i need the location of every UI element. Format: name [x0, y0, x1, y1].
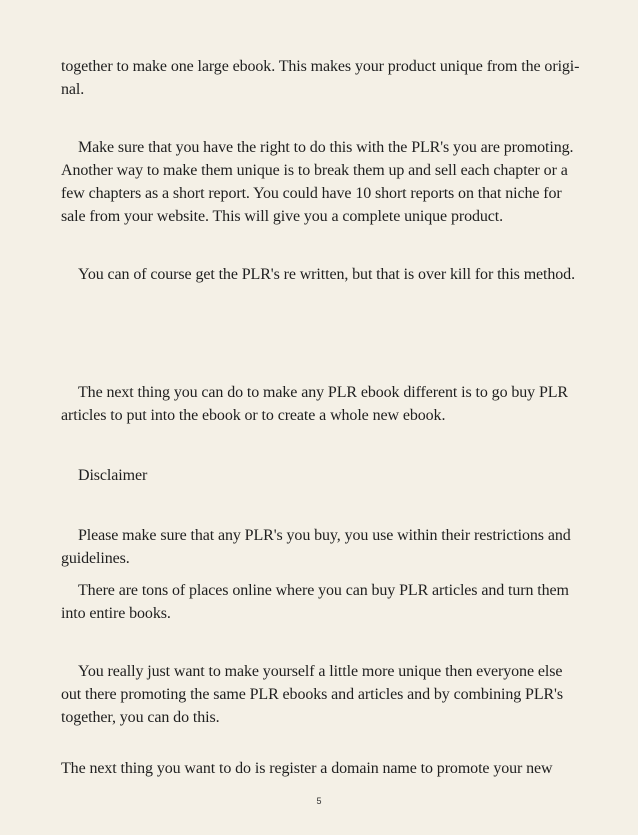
text-line: Make sure that you have the right to do this with the PLR's you are promoting. — [78, 139, 574, 156]
text-line: The next thing you want to do is register a domain name to promote your new — [61, 760, 553, 777]
text-line: into entire books. — [61, 605, 171, 622]
text-line: The next thing you can do to make any PLR ebook different is to go buy PLR — [78, 384, 569, 401]
text-line: nal. — [61, 81, 85, 98]
page-number: 5 — [316, 796, 322, 806]
text-line: guidelines. — [61, 550, 130, 567]
text-line: articles to put into the ebook or to create a whole new ebook. — [61, 407, 446, 424]
text-line: together to make one large ebook. This makes your product unique from the origi- — [61, 58, 580, 75]
text-line: Please make sure that any PLR's you buy, you use within their restrictions and — [78, 527, 571, 544]
text-line: together, you can do this. — [61, 709, 220, 726]
text-line: You really just want to make yourself a little more unique then everyone else — [78, 663, 563, 680]
text-line: Another way to make them unique is to break them up and sell each chapter or a — [61, 162, 568, 179]
text-line: out there promoting the same PLR ebooks and articles and by combining PLR's — [61, 686, 563, 703]
section-heading: Disclaimer — [78, 467, 148, 484]
text-line: sale from your website. This will give you a complete unique product. — [61, 208, 504, 225]
text-line: few chapters as a short report. You could have 10 short reports on that niche for — [61, 185, 562, 202]
text-line: You can of course get the PLR's re written, but that is over kill for this method. — [78, 266, 575, 283]
text-line: There are tons of places online where you can buy PLR articles and turn them — [78, 582, 569, 599]
